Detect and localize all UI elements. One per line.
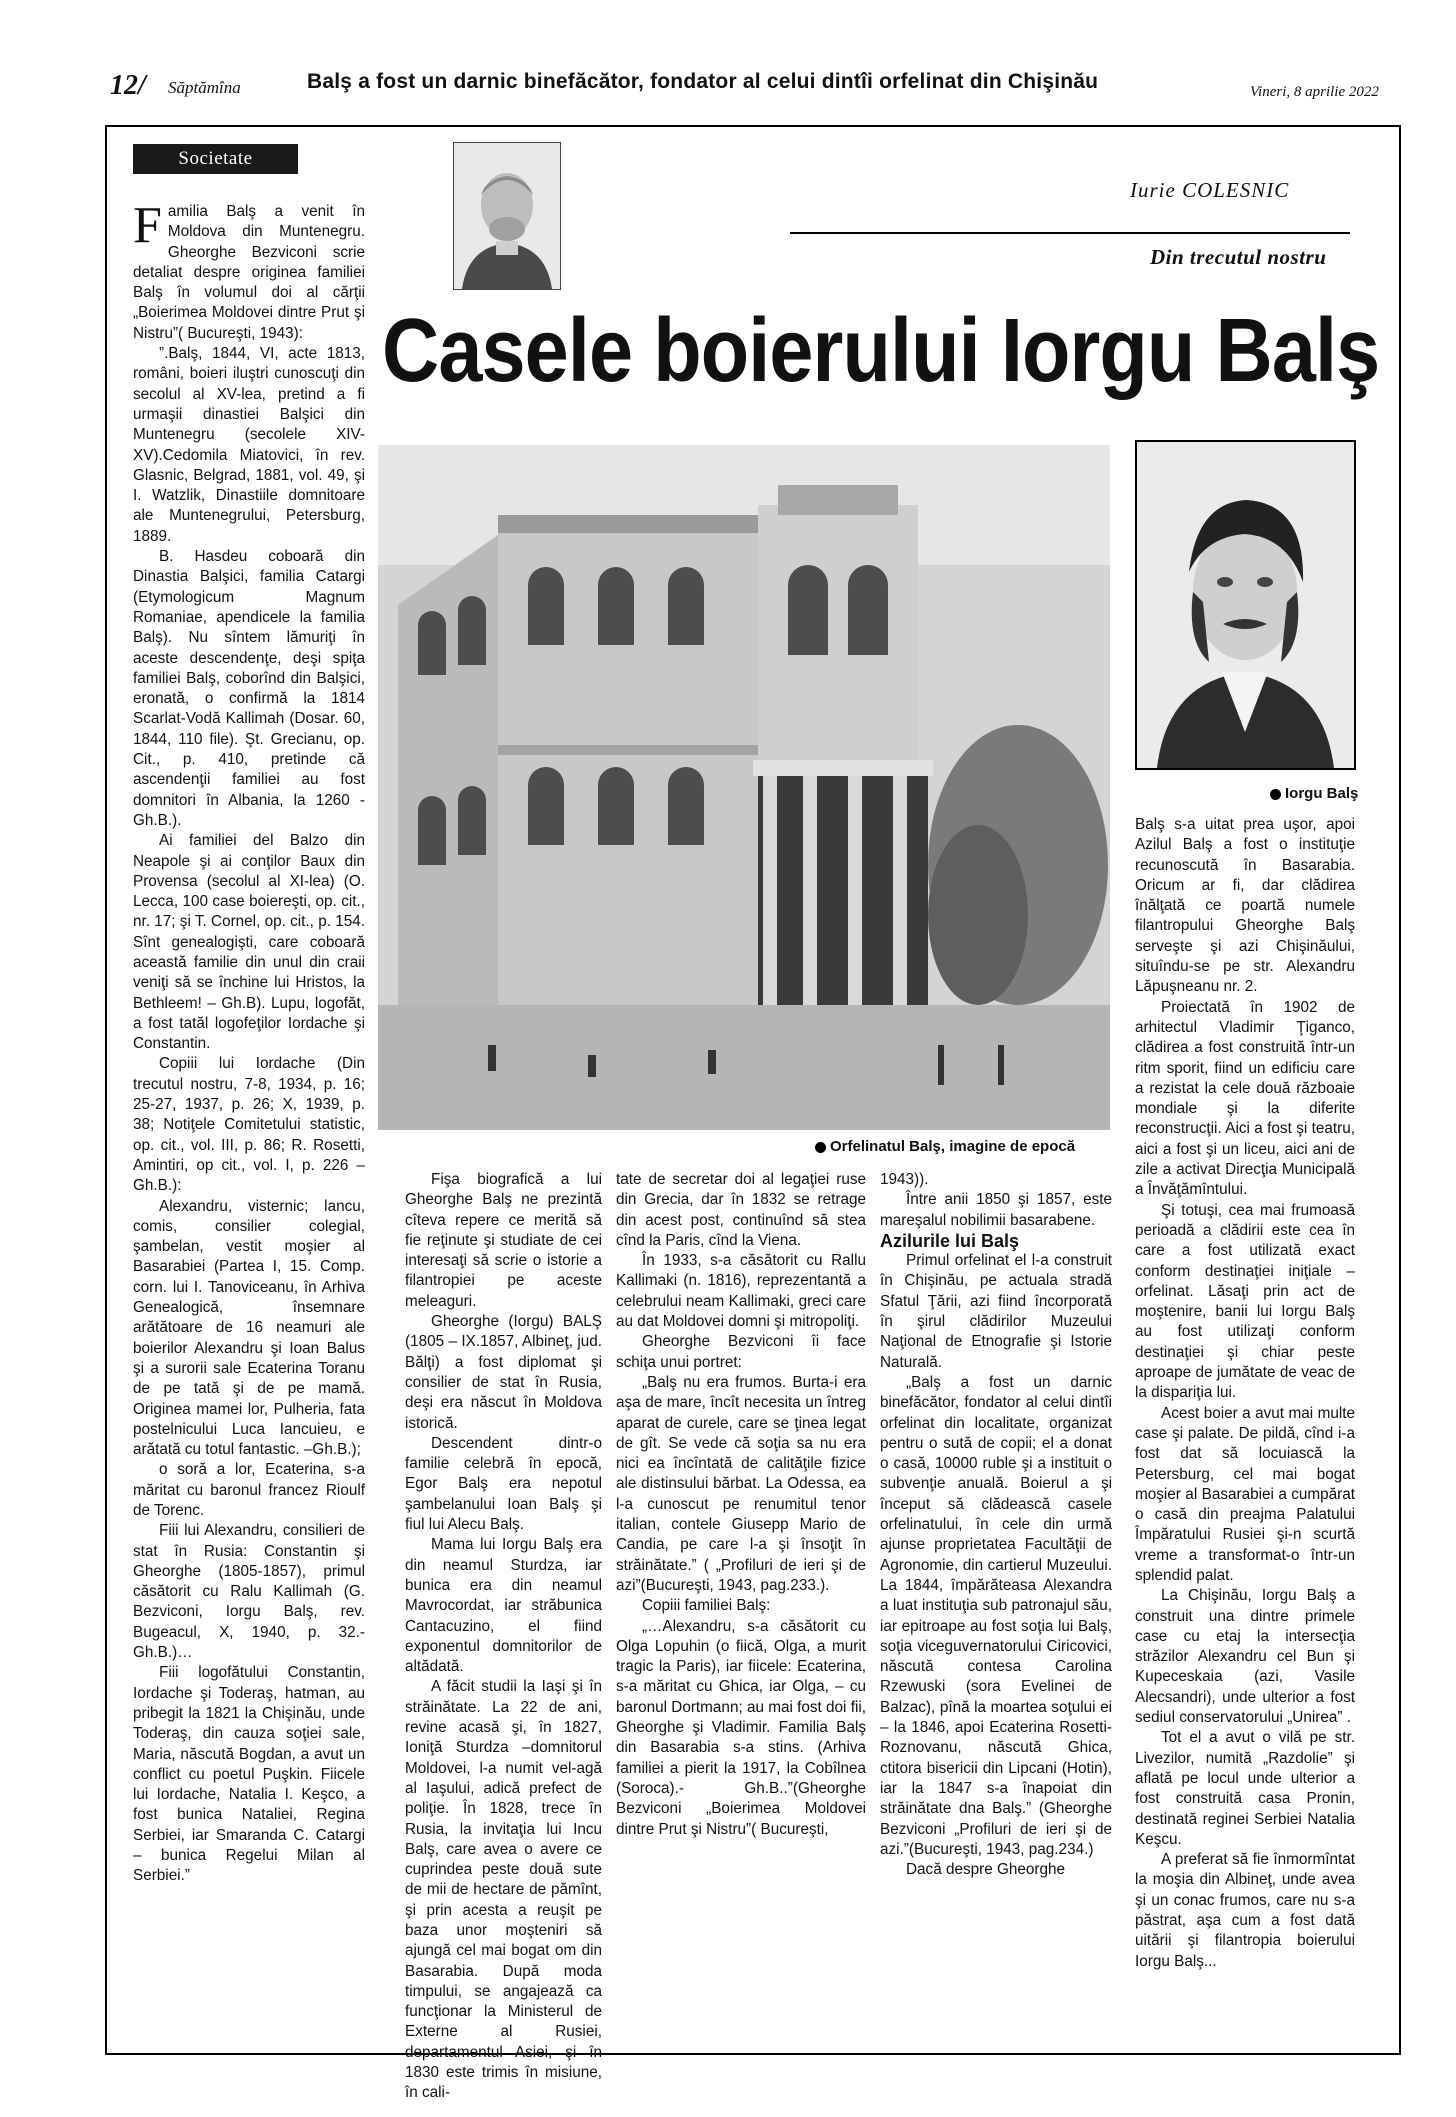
column-3-p4: „Balş nu era frumos. Burta-i era aşa de mare, încît necesita un întreg aparat de curele, care se ţinea legat de gît. Se vede că soţia sa nu era nici ea încîntată de calităţile fizice ale distinsului bărbat. La Odessa, ea l-a cunoscut pe renumitul tenor italian, contele Giusepp Mario de Candia, pe care l-a şi însoţit în străinătate.” ( „Profiluri de ieri şi de azi”(Bucureşti, 1943, pag.233.). <box>616 1373 866 1594</box>
author-photo-image <box>454 143 560 289</box>
column-2-p3: Descendent dintr-o familie celebră în epocă, Egor Balş era nepotul şambelanului Ioan Balş şi fiul lui Alecu Balş. <box>405 1434 602 1534</box>
column-5-p3: Şi totuşi, cea mai frumoasă perioadă a clădirii este cea în care a fost utilizată exact conform destinaţiei iniţiale – orfelinat. Lăsaţi prin act de moştenire, banii lui Iorgu Balş au fost utilizaţi conform destinaţiei şi chiar peste aproape de jumătate de veac de la dispariţia lui. <box>1135 1201 1355 1402</box>
column-2-p4: Mama lui Iorgu Balş era din neamul Sturdza, iar bunica era din neamul Mavrocordat, iar străbunica Cantacuzino, el fiind exponentul domnitorilor de altădată. <box>405 1536 602 1676</box>
column-3-p6: „…Alexandru, s-a căsătorit cu Olga Lopuhin (o fiică, Olga, a murit tragic la Paris), iar fiicele: Ecaterina, s-a măritat cu Ghica, iar Olga, – cu baronul Dortmann; au mai fost doi fii, Gheorghe şi Vladimir. Familia Balş din Basarabia s-a stins. (Arhiva familiei a pierit la 1917, la Cobîlnea (Soroca).- Gh.B..”(Gheorghe Bezviconi „Boierimea Moldovei dintre Prut şi Nistru”( Bucureşti, <box>616 1617 866 1838</box>
column-1-p7: o soră a lor, Ecaterina, s-a măritat cu baronul francez Rioulf de Torenc. <box>133 1461 365 1519</box>
photo-caption-text: Orfelinatul Balş, imagine de epocă <box>830 1138 1076 1155</box>
author-photo <box>453 142 561 290</box>
author-name: Iurie COLESNIC <box>1130 178 1290 202</box>
column-5-p2: Proiectată în 1902 de arhitectul Vladimir Ţiganco, clădirea a fost construită într-un ritm sporit, fiind un edificiu care a rezistat la cele două războaie mondiale şi la diferite reconstrucţii. Aici a fost şi teatru, aici a fost şi un liceu, aici ani de zile a activat Direcţia Municipală a Învăţămîntului. <box>1135 998 1355 1199</box>
column-4-p2: Între anii 1850 şi 1857, este mareşalul nobilimii basarabene. <box>880 1191 1112 1229</box>
paper-name: Săptămîna <box>168 78 241 97</box>
column-1-p3: B. Hasdeu coboară din Dinastia Balşici, familia Catargi (Etymologicum Magnum Romaniae, apendicele la familia Balş). Nu sîntem lămuriţi în aceste descendenţe, deşi spiţa familiei Balş, coborînd din Balşici, eronată, o confirmă la 1814 Scarlat-Vodă Kallimah (Dosar. 60, 1844, 110 file). Şt. Grecianu, op. Cit., p. 410, pretinde că ascendenţii familiei au fost domnitori în Albania, la 1260 - Gh.B.). <box>133 548 365 829</box>
portrait-caption-text: Iorgu Balş <box>1285 785 1359 802</box>
column-4 <box>880 1170 1112 1880</box>
column-2-p1: Fişa biografică a lui Gheorghe Balş ne prezintă cîteva repere ce merită să fie reţinute şi studiate de cei interesaţi să scrie o istorie a filantropiei pe aceste meleaguri. <box>405 1171 602 1310</box>
column-4-p4: „Balş a fost un darnic binefăcător, fondator al celui dintîi orfelinat din localitate, organizat pentru o sută de copii; el a donat o casă, 10000 ruble şi a instituit o subvenţie anuală. Boierul a şi început să clădească casele orfelinatului, în cele din urmă ajunse proprietatea Facultăţii de Agronomie, din cartierul Muzeului. La 1844, împărăteasa Alexandra a luat instituţia sub patronajul său, iar epitroape au fost soţia lui Balş, soţia viceguvernatorului Ciricovici, născută contesa Carolina Rzewuski (sora Evelinei de Balzac), pînă la moartea soţului ei – la 1846, apoi Ecaterina Rosetti-Roznovanu, născută Ghica, ctitora bisericii din Lipcani (Hotin), iar la 1847 s-a înapoiat din străinătate dna Balş.” (Gheorghe Bezviconi „Profiluri de ieri şi de azi.”(Bucureşti, 1943, pag.234.) <box>880 1373 1112 1858</box>
column-2 <box>405 1170 602 2104</box>
portrait-caption <box>1270 785 1358 802</box>
column-2-p5: A făcit studii la Iaşi şi în străinătate. La 22 de ani, revine acasă şi, în 1827, Ioniţă Sturdza –domnitorul Moldovei, l-a numit vel-agă al Iaşului, adică prefect de poliţie. În 1828, trece în Rusia, la invitaţia lui Incu Balş, care avea o avere ce cuprindea peste două sute de mii de hectare de pămînt, şi prin acesta a reuşit pe baza unor moşteniri să ajungă cel mai bogat om din Basarabia. După moda timpului, se angajează ca funcţionar la Ministerul de Externe al Rusiei, departamentul Asiei, şi în 1830 este trimis în misiune, în cali- <box>405 1678 602 2102</box>
column-4-p1: 1943)). <box>880 1171 929 1188</box>
caption-bullet-icon <box>815 1142 826 1153</box>
column-1-p2: ”.Balş, 1844, VI, acte 1813, români, boieri iluştri cunoscuţi din secolul al XV-lea, pretind a fi urmaşii dinastiei Balşici din Muntenegru (secolele XIV-XV).Cedomila Miatovici, în rev. Glasnic, Belgrad, 1881, vol. 49, şi I. Watzlik, Dinastiile domnitoare ale Muntenegrului, Petersburg, 1889. <box>133 345 365 545</box>
column-1-p9: Fiii logofătului Constantin, Iordache şi Toderaş, hatman, au pribegit la 1821 la Chişinău, unde Toderaş, din cauza soţiei sale, Maria, născută Bogdan, a avut un conflict cu poetul Puşkin. Fiicele lui Iordache, Natalia I. Keşco, a fost bunica Nataliei, Regina Serbiei, iar Smaranda C. Catargi – bunica Regelui Milan al Serbiei.” <box>133 1664 365 1885</box>
column-1-p5: Copiii lui Iordache (Din trecutul nostru, 7-8, 1934, p. 16; 25-27, 1937, p. 26; X, 1939, p. 38; Notiţele Comitetului statistic, op. cit., vol. III, p. 86; R. Rosetti, Amintiri, op cit., vol. I, p. 226 –Gh.B.): <box>133 1055 365 1195</box>
column-5-p1: Balş s-a uitat prea uşor, apoi Azilul Balş a fost o instituţie recunoscută în Basarabia. Oricum ar fi, dar clădirea înălţată ce poartă numele filantropului Gheorghe Balş serveşte şi azi Chişinăului, situîndu-se pe str. Alexandru Lăpuşneanu nr. 2. <box>1135 816 1355 996</box>
orphanage-photo-image <box>378 445 1110 1130</box>
column-4-subheading: Azilurile lui Balş <box>880 1230 1020 1251</box>
rubric-label: Societate <box>133 144 298 174</box>
section-name: Din trecutul nostru <box>1150 245 1327 269</box>
column-5-p4: Acest boier a avut mai multe case şi palate. De pildă, cînd i-a fost dat să locuiască la Petersburg, cel mai bogat moşier al Basarabiei a cumpărat o casă din preajma Palatului Împăratului Rusiei şi-n scurtă vreme a transformat-o într-un splendid palat. <box>1135 1404 1355 1584</box>
column-5-p6: Tot el a avut o vilă pe str. Livezilor, numită „Razdolie” şi aflată pe locul unde ulterior a fost construită casa Pronin, destinată reginei Serbiei Natalia Keşcu. <box>1135 1729 1355 1848</box>
column-3 <box>616 1170 866 1840</box>
column-1-intro <box>133 197 365 344</box>
column-2-p2: Gheorghe (Iorgu) BALŞ (1805 – IX.1857, Albineţ, jud. Bălţi) a fost diplomat şi consilier de stat în Rusia, deşi era născut în Moldova istorică. <box>405 1313 602 1432</box>
column-5-p5: La Chişinău, Iorgu Balş a construit una dintre primele case cu etaj la intersecţia străzilor Alexandru cel Bun şi Kupeceskaia (azi, Vasile Alecsandri), unde ulterior a fost sediul conservatorului „Unirea” . <box>1135 1587 1355 1727</box>
section-divider <box>790 232 1350 234</box>
column-1-p6: Alexandru, visternic; lancu, comis, consilier colegial, şambelan, vestit moşier al Basarabiei (Partea I, 15. Comp. corn. lui I. Tanoviceanu, în Arhiva Genealogică, însemnare arătătoare de 16 neamuri ale boierilor Alexandru şi Ioan Balus şi a surorii sale Ecaterina Toranu de pe tată şi de pe mamă. Originea mamei lor, Pulheria, fata postelnicului Luca Iancuieu, e arătată cu totul fantastic. –Gh.B.); <box>133 1197 365 1459</box>
article-title: Casele boierului Iorgu Balş <box>382 301 1380 401</box>
column-3-p1: tate de secretar doi al legaţiei ruse din Grecia, dar în 1832 se retrage din acest post, continuînd să stea cînd la Paris, cînd la Viena. <box>616 1171 866 1249</box>
running-headline: Balş a fost un darnic binefăcător, fondator al celui dintîi orfelinat din Chişinău <box>307 70 1099 93</box>
column-4-p5: Dacă despre Gheorghe <box>906 1861 1066 1879</box>
column-3-p5: Copiii familiei Balş: <box>642 1597 771 1615</box>
column-4-p3: Primul orfelinat el l-a construit în Chişinău, pe actuala stradă Sfatul Ţării, azi fiind încorporată în şirul clădirilor Muzeului Naţional de Etnografie şi Istorie Naturală. <box>880 1252 1112 1371</box>
iorgu-bals-portrait <box>1135 440 1356 770</box>
iorgu-bals-portrait-image <box>1137 442 1354 768</box>
page-number: 12/ <box>110 70 146 101</box>
drop-cap: F <box>133 197 162 254</box>
column-1-p8: Fiii lui Alexandru, consilieri de stat în Rusia: Constantin şi Gheorghe (1805-1857), primul căsătorit cu Ralu Kallimah (G. Bezviconi, Iorgu Balş, rev. Bugeacul, X, 1940, p. 32.- Gh.B.)… <box>133 1522 365 1662</box>
column-3-p3: Gheorghe Bezviconi îi face schiţa unui portret: <box>616 1333 866 1371</box>
column-1-p1: amilia Balş a venit în Moldova din Muntenegru. Gheorghe Bezviconi scrie detaliat despre originea familiei Balş în volumul doi al cărţii „Boierimea Moldovei dintre Prut şi Nistru”( Bucureşti, 1943): <box>133 203 365 342</box>
column-5-p7: A preferat să fie înmormîntat la moşia din Albineţ, unde avea şi un conac frumos, care nu s-a păstrat, aşa cum a fost dată uitării şi filantropia boierului Iorgu Balş... <box>1135 1851 1355 1970</box>
column-3-p2: În 1933, s-a căsătorit cu Rallu Kallimaki (n. 1816), reprezentantă a celebrului neam Kallimaki, greci care au dat Moldovei domni şi mitropoliţi. <box>616 1252 866 1331</box>
issue-date: Vineri, 8 aprilie 2022 <box>1250 84 1379 100</box>
photo-caption <box>815 1138 1075 1155</box>
column-1 <box>133 197 365 1887</box>
column-1-p4: Ai familiei del Balzo din Neapole şi ai conţilor Baux din Provensa (secolul al XI-lea) (O. Lecca, 100 case boiereşti, op. cit., nr. 17; şi T. Cornel, op. cit., p. 154. Sînt genealogişti, care coboară această familie din unul din craii veniţi să se închine lui Hristos, la Bethleem! – Gh.B). Lupu, logofăt, a fost tatăl logofeţilor Iordache şi Constantin. <box>133 832 365 1053</box>
orphanage-photo <box>378 445 1110 1130</box>
caption-bullet-icon <box>1270 789 1281 800</box>
column-5 <box>1135 815 1355 1972</box>
